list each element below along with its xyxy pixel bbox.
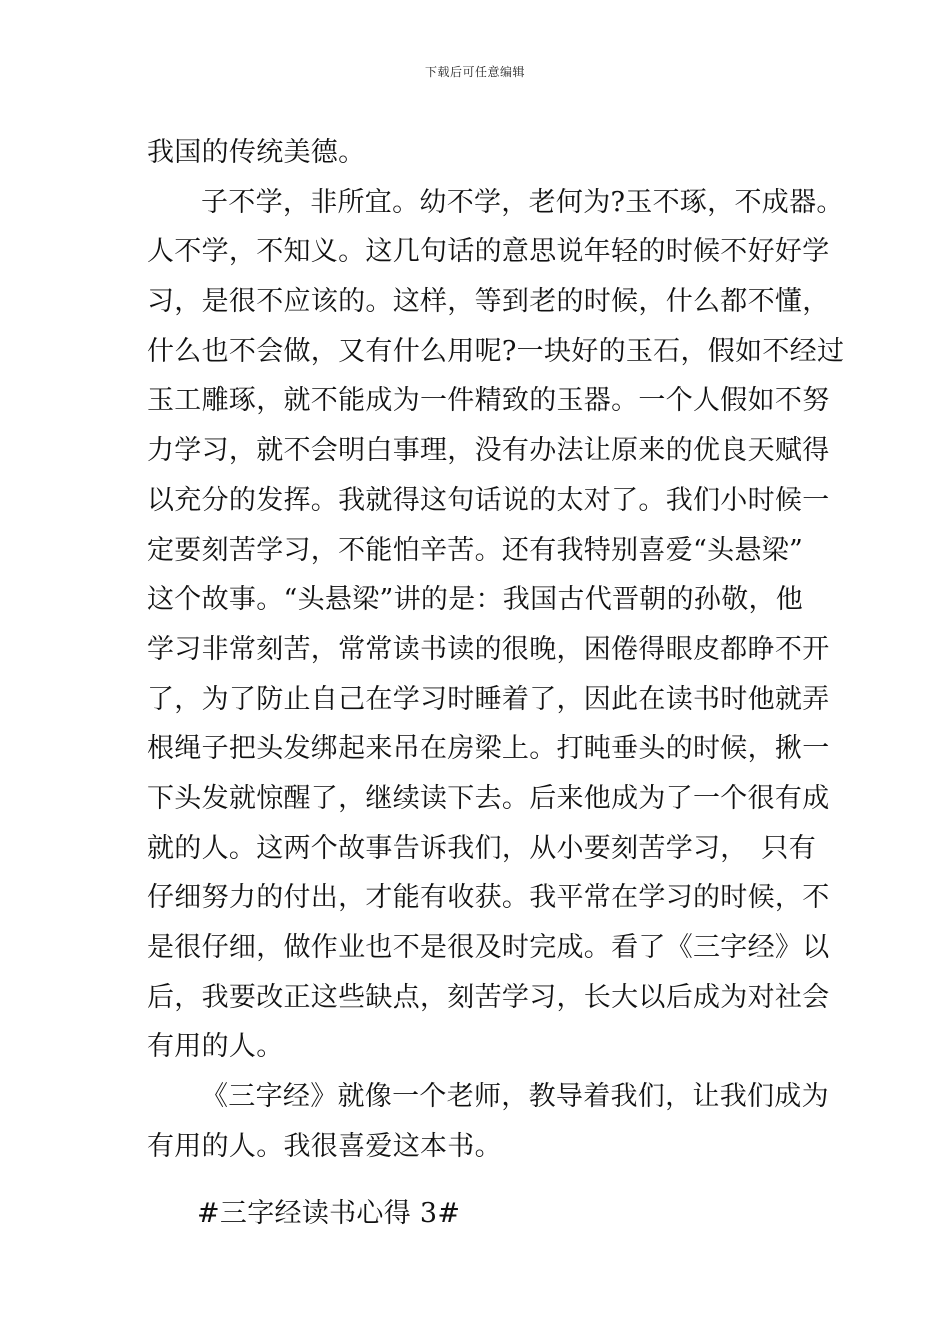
text-line: 有用的人。我很喜爱这本书。 bbox=[147, 1130, 502, 1162]
text-line: 以充分的发挥。我就得这句话说的太对了。我们小时候一 bbox=[147, 484, 830, 516]
text-line: 根绳子把头发绑起来吊在房梁上。打盹垂头的时候，揪一 bbox=[147, 733, 830, 765]
text-line: 力学习，就不会明白事理，没有办法让原来的优良天赋得 bbox=[147, 435, 830, 467]
text-line: 这个故事。“头悬梁”讲的是：我国古代晋朝的孙敬，他 bbox=[147, 584, 804, 616]
page-header: 下载后可任意编辑 bbox=[424, 65, 525, 79]
text-line: 定要刻苦学习，不能怕辛苦。还有我特别喜爱“头悬梁” bbox=[147, 534, 804, 566]
text-line: 什么也不会做，又有什么用呢?一块好的玉石，假如不经过 bbox=[147, 335, 845, 367]
paragraph-first-line: 子不学，非所宜。幼不学，老何为?玉不琢，不成器。 bbox=[201, 186, 844, 218]
section-heading: #三字经读书心得 3# bbox=[197, 1198, 461, 1230]
text-line: 后，我要改正这些缺点，刻苦学习，长大以后成为对社会 bbox=[147, 981, 830, 1013]
text-line: 是很仔细，做作业也不是很及时完成。看了《三字经》以 bbox=[147, 932, 830, 963]
paragraph-first-line: 《三字经》就像一个老师，教导着我们，让我们成为 bbox=[201, 1081, 829, 1113]
text-line: 学习非常刻苦，常常读书读的很晚，困倦得眼皮都睁不开 bbox=[147, 633, 830, 665]
text-line: 习，是很不应该的。这样，等到老的时候，什么都不懂， bbox=[147, 286, 830, 318]
text-line: 下头发就惊醒了，继续读下去。后来他成为了一个很有成 bbox=[147, 782, 830, 814]
text-line: 人不学，不知义。这几句话的意思说年轻的时候不好好学 bbox=[147, 236, 830, 268]
text-line: 我国的传统美德。 bbox=[147, 137, 366, 168]
text-line: 了，为了防止自己在学习时睡着了，因此在读书时他就弄 bbox=[147, 683, 830, 715]
text-line: 仔细努力的付出，才能有收获。我平常在学习的时候，不 bbox=[147, 882, 830, 914]
document-body bbox=[147, 128, 845, 1239]
text-line: 就的人。这两个故事告诉我们，从小要刻苦学习， 只有 bbox=[147, 832, 816, 864]
text-line: 有用的人。 bbox=[147, 1031, 284, 1063]
text-line: 玉工雕琢，就不能成为一件精致的玉器。一个人假如不努 bbox=[147, 385, 830, 417]
